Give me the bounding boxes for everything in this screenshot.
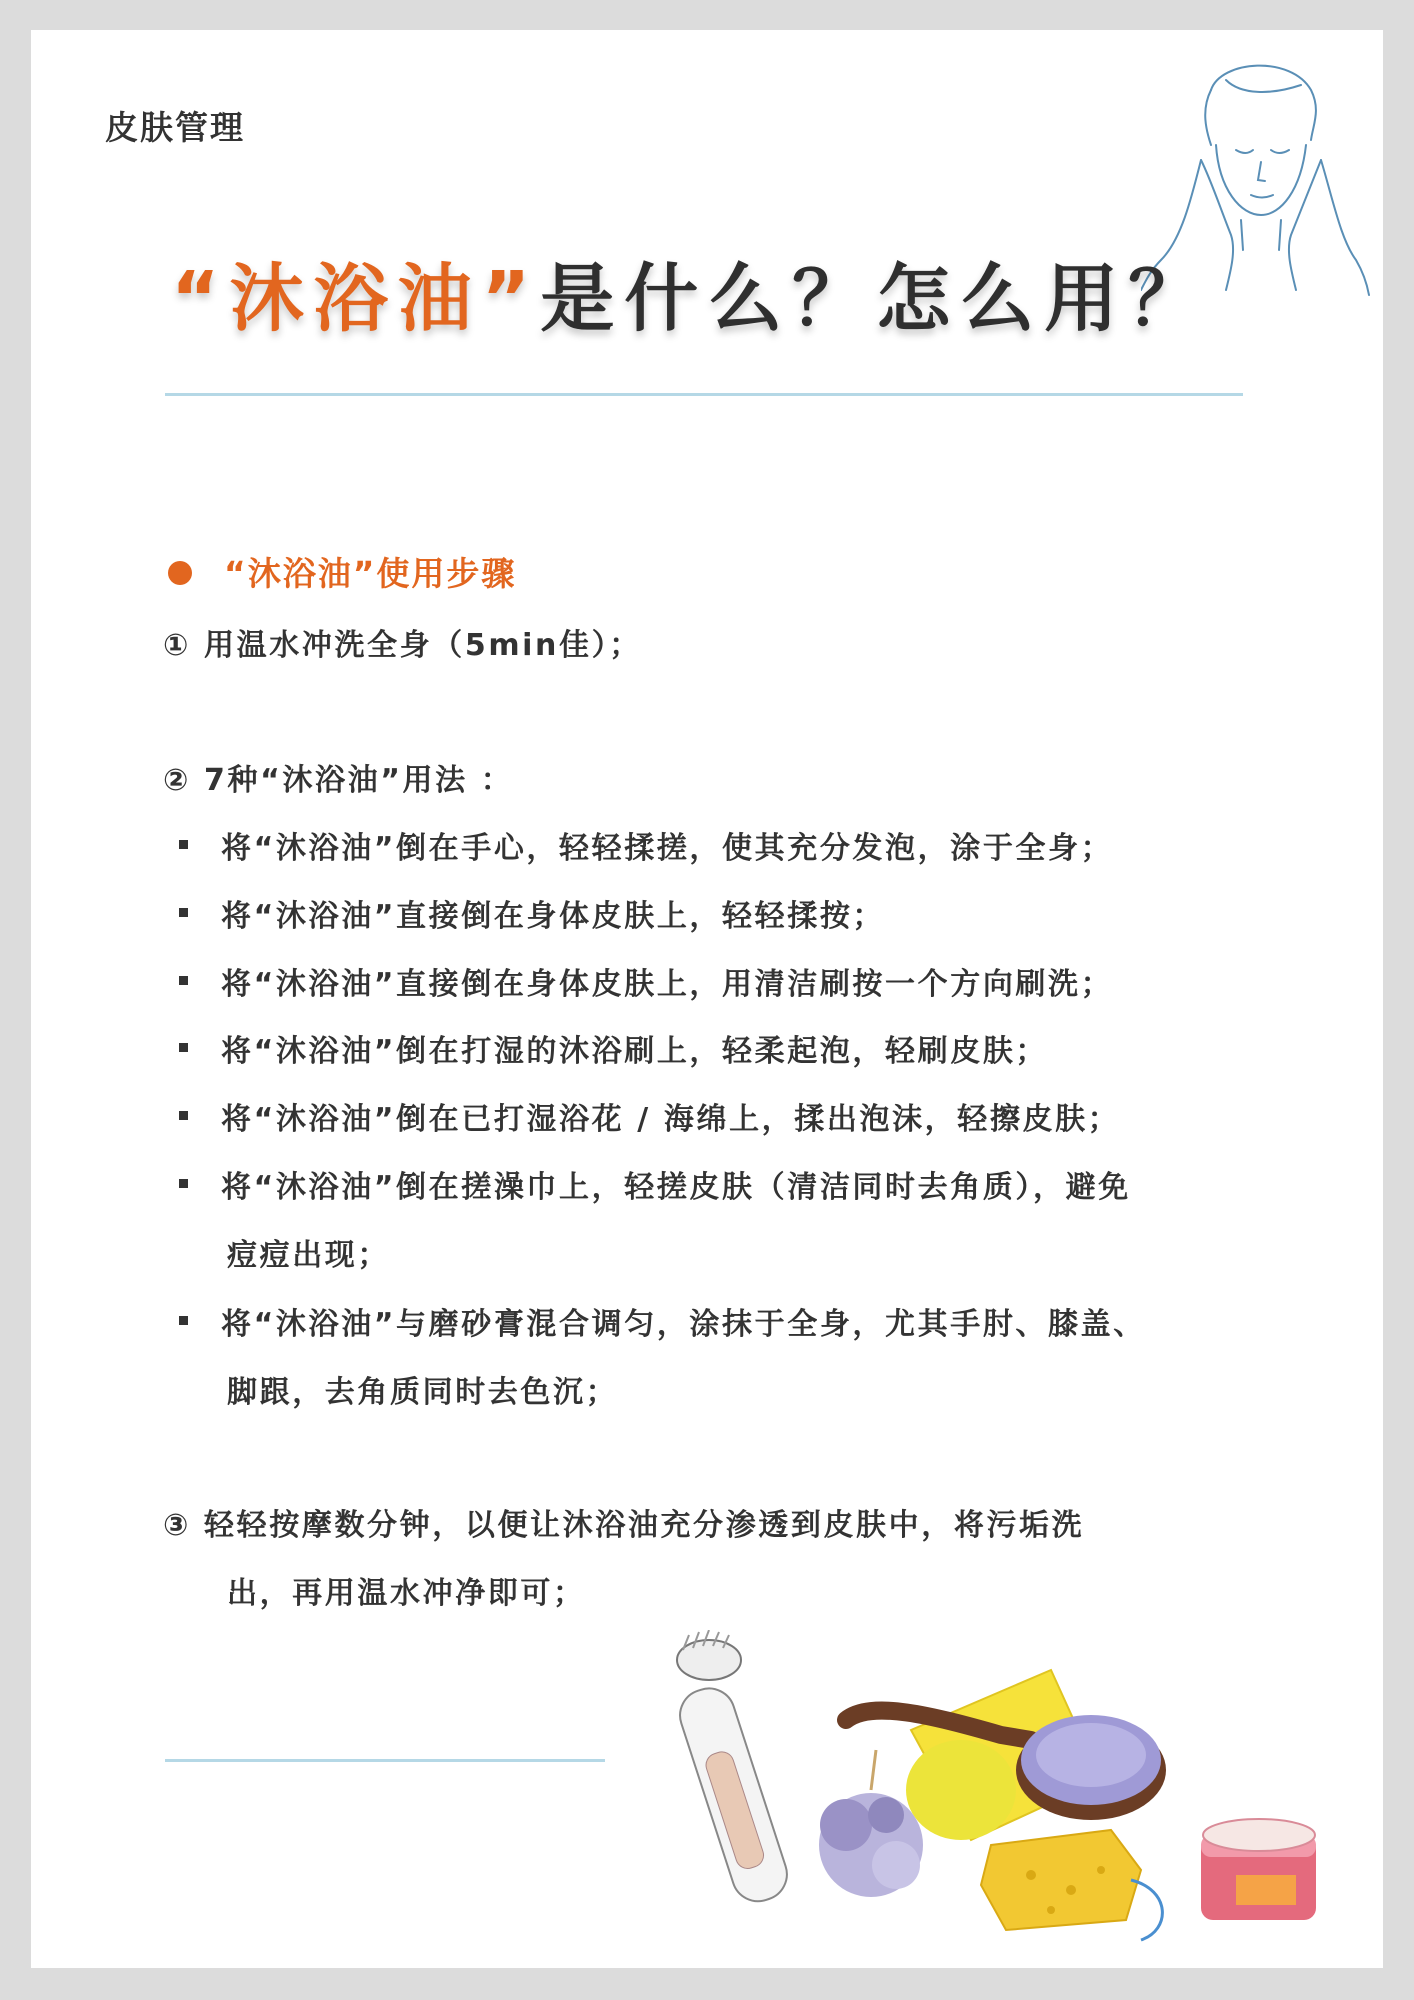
bullet-dot-icon (168, 561, 192, 585)
method-2: 将“沐浴油”直接倒在身体皮肤上，轻轻揉按； (221, 899, 886, 934)
bath-tools-illustration (671, 1630, 1351, 1950)
section-title-text: “沐浴油”使用步骤 (224, 554, 517, 593)
electric-brush-icon (673, 1630, 793, 1908)
section-title (168, 548, 516, 595)
header-divider (165, 393, 1243, 396)
category-label: 皮肤管理 (105, 108, 245, 147)
headline-highlight: “沐浴油” (171, 256, 541, 342)
step-3: ③ 轻轻按摩数分钟，以便让沐浴油充分渗透到皮肤中，将污垢洗 (163, 1508, 1085, 1543)
square-bullet-icon (179, 1179, 188, 1188)
square-bullet-icon (179, 976, 188, 985)
method-4: 将“沐浴油”倒在打湿的沐浴刷上，轻柔起泡，轻刷皮肤； (221, 1034, 1049, 1069)
square-bullet-icon (179, 840, 188, 849)
method-6-cont: 痘痘出现； (227, 1238, 390, 1273)
method-3: 将“沐浴油”直接倒在身体皮肤上，用清洁刷按一个方向刷洗； (221, 967, 1114, 1002)
headline (171, 240, 1212, 346)
sponge-icon (981, 1830, 1162, 1940)
method-1: 将“沐浴油”倒在手心，轻轻揉搓，使其充分发泡，涂于全身； (221, 831, 1114, 866)
square-bullet-icon (179, 908, 188, 917)
square-bullet-icon (179, 1316, 188, 1325)
step-2-title: ② 7种“沐浴油”用法 ： (163, 763, 514, 798)
step-3-cont: 出，再用温水冲净即可； (227, 1576, 586, 1611)
square-bullet-icon (179, 1111, 188, 1120)
cream-jar-icon (1201, 1819, 1316, 1920)
article-page (31, 30, 1383, 1968)
headline-rest: 是什么？怎么用？ (540, 256, 1213, 342)
method-7: 将“沐浴油”与磨砂膏混合调匀，涂抹于全身，尤其手肘、膝盖、 (221, 1307, 1146, 1342)
method-7-cont: 脚跟，去角质同时去色沉； (227, 1375, 619, 1410)
method-6: 将“沐浴油”倒在搓澡巾上，轻搓皮肤（清洁同时去角质），避免 (221, 1170, 1131, 1205)
square-bullet-icon (179, 1043, 188, 1052)
step-1: ① 用温水冲洗全身（5min佳）； (163, 628, 642, 663)
bath-puff-icon (819, 1750, 923, 1897)
footer-divider (165, 1759, 605, 1762)
method-5: 将“沐浴油”倒在已打湿浴花 / 海绵上，揉出泡沫，轻擦皮肤； (221, 1102, 1121, 1137)
